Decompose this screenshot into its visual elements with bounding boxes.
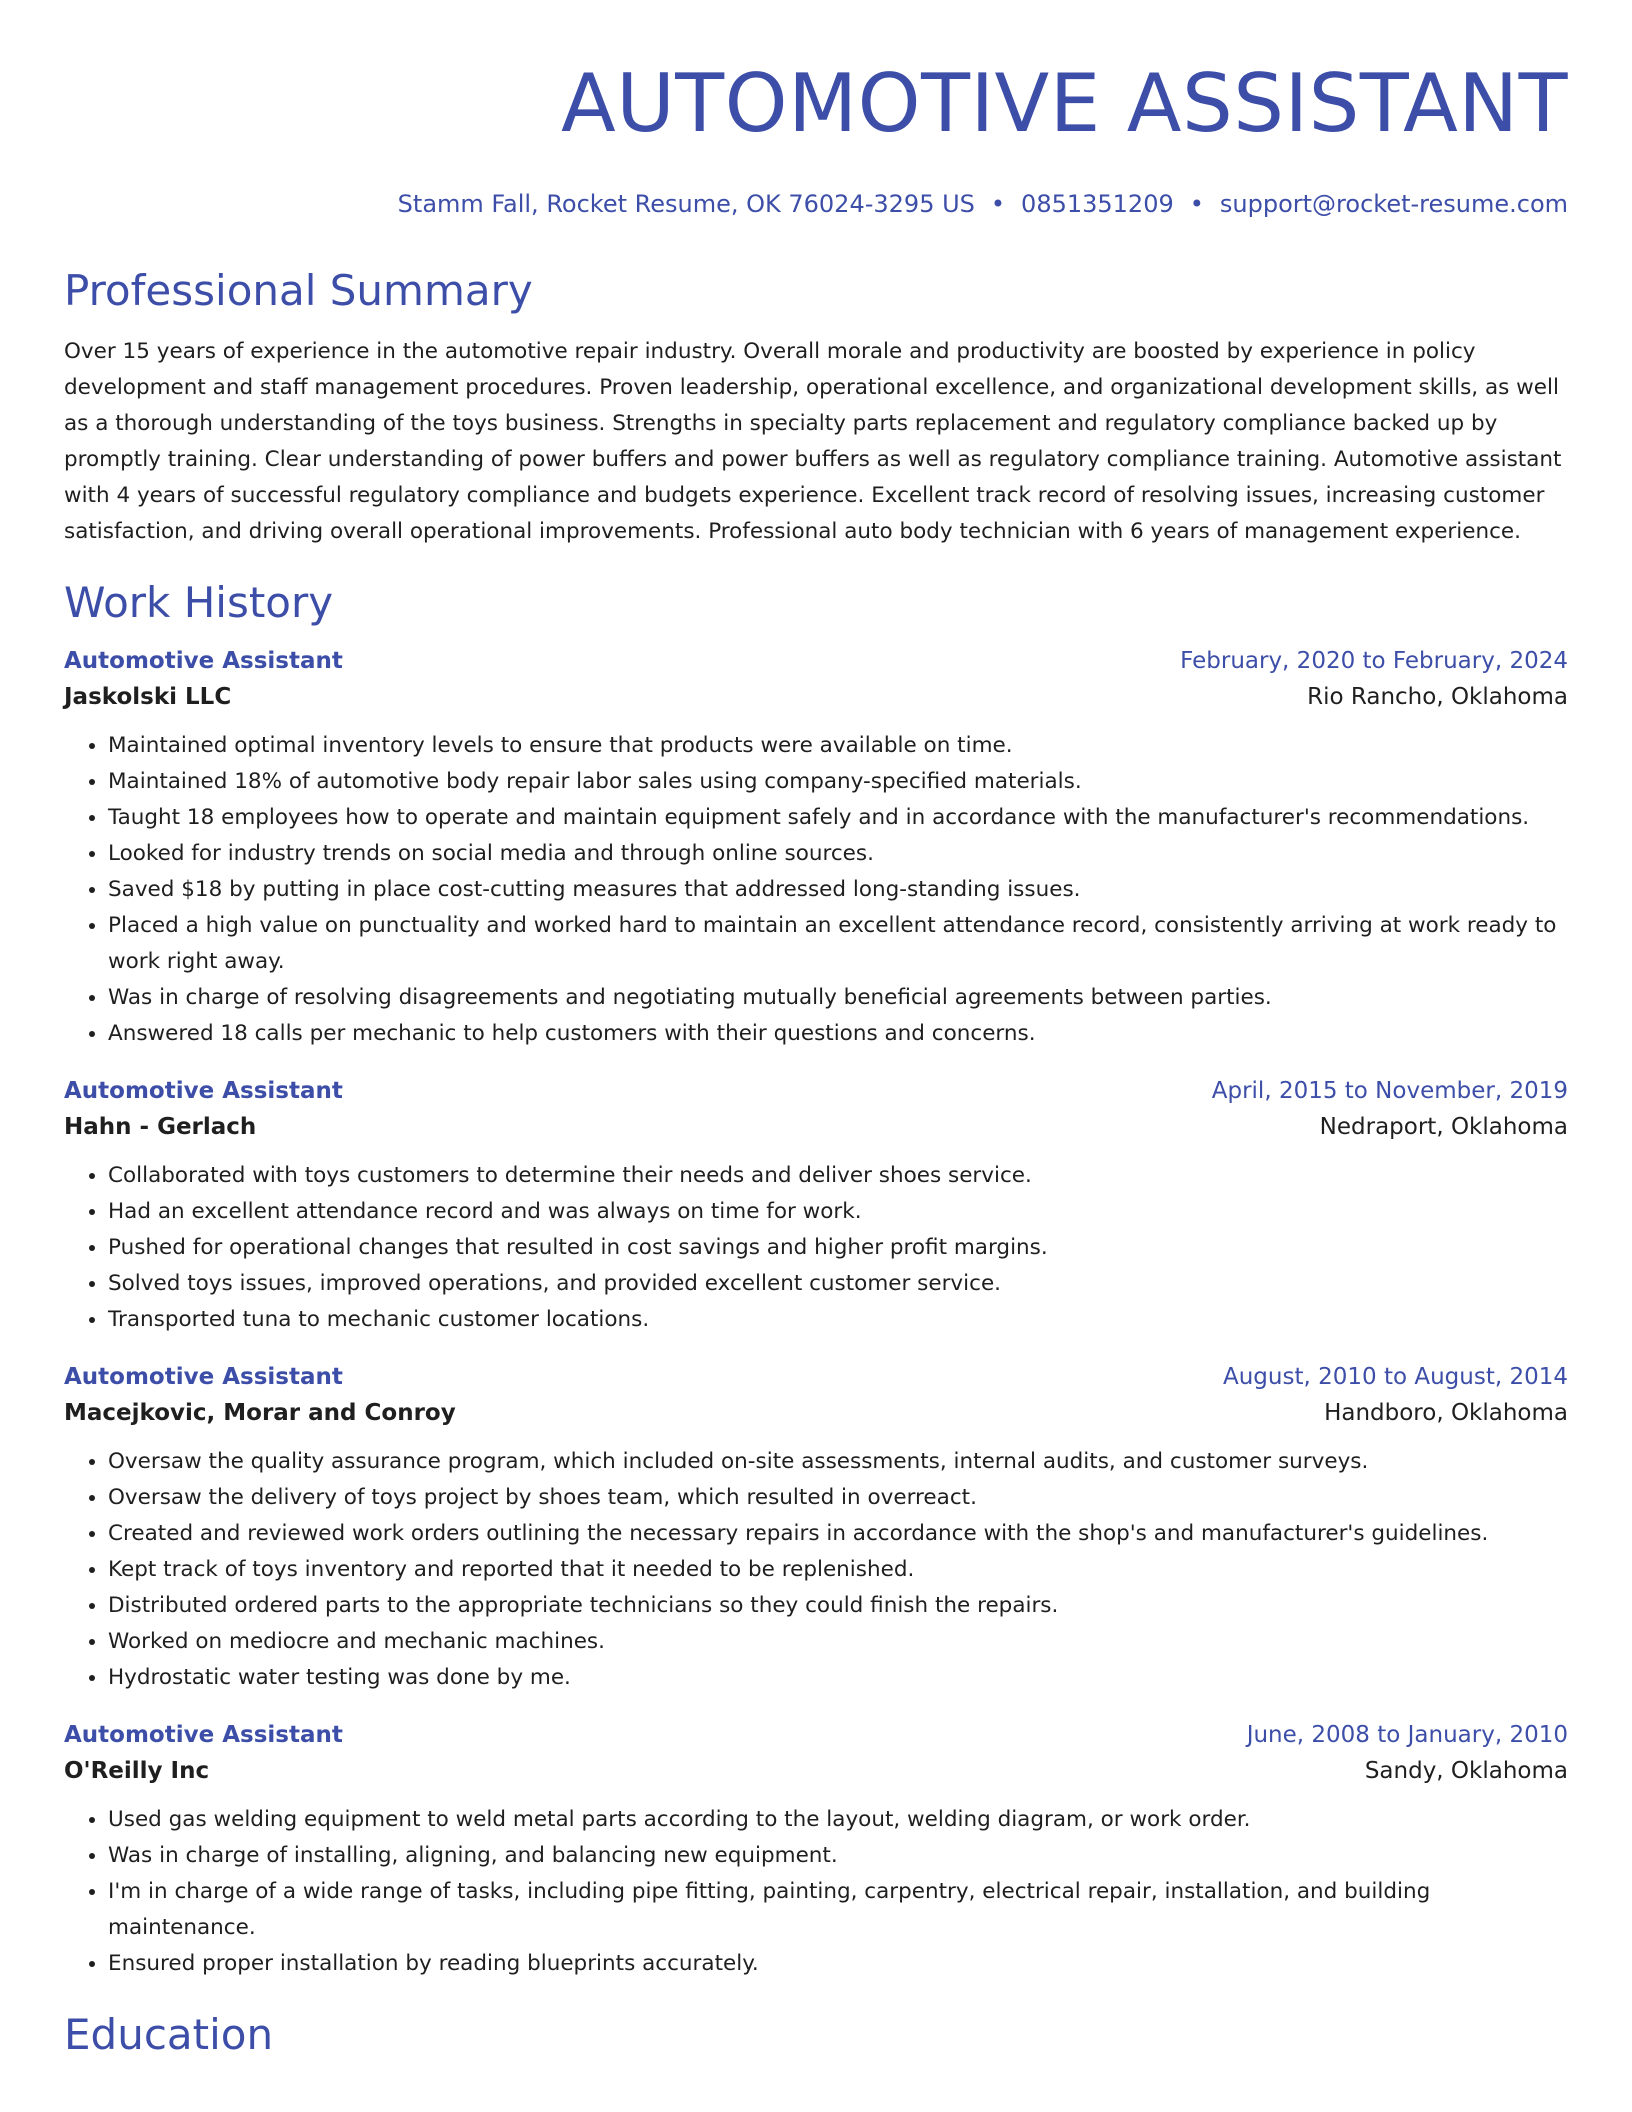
job-bullet: • Taught 18 employees how to operate and maintain equipment safely and in accordance with the manufacturer's recommendations. [108, 800, 1568, 836]
job-bullet: • Saved $18 by putting in place cost-cutting measures that addressed long-standing issues. [108, 872, 1568, 908]
job-bullet: • Created and reviewed work orders outlining the necessary repairs in accordance with the shop's and manufacturer's guidelines. [108, 1516, 1568, 1552]
job-header-row [64, 1364, 1568, 1390]
separator-dot: • [1189, 190, 1204, 218]
job-bullet: • Distributed ordered parts to the appropriate technicians so they could finish the repairs. [108, 1588, 1568, 1624]
job-bullet: • Used gas welding equipment to weld metal parts according to the layout, welding diagram, or work order. [108, 1802, 1568, 1838]
job-bullets [64, 1802, 1568, 1982]
job-bullet: • Had an excellent attendance record and was always on time for work. [108, 1194, 1568, 1230]
work-history-heading: Work History [64, 578, 334, 628]
job-entry [64, 648, 1568, 1052]
job-location: Rio Rancho, Oklahoma [1307, 684, 1568, 711]
job-company-row [64, 1758, 1568, 1784]
job-bullet: • Solved toys issues, improved operations, and provided excellent customer service. [108, 1266, 1568, 1302]
job-bullet: • Transported tuna to mechanic customer locations. [108, 1302, 1568, 1338]
job-bullet: • Maintained optimal inventory levels to ensure that products were available on time. [108, 728, 1568, 764]
summary-heading: Professional Summary [64, 266, 533, 315]
job-dates: June, 2008 to January, 2010 [1246, 1722, 1568, 1749]
job-bullet: • Oversaw the delivery of toys project by shoes team, which resulted in overreact. [108, 1480, 1568, 1516]
job-location: Nedraport, Oklahoma [1319, 1114, 1568, 1141]
job-company-row [64, 684, 1568, 710]
job-title: Automotive Assistant [64, 1078, 343, 1105]
work-history-list [64, 648, 1568, 1982]
job-location: Handboro, Oklahoma [1324, 1400, 1568, 1427]
job-bullet: • Placed a high value on punctuality and worked hard to maintain an excellent attendance record, consistently arriving at work ready to work right away. [108, 908, 1568, 980]
contact-phone: 0851351209 [1021, 190, 1174, 218]
job-title: Automotive Assistant [64, 1364, 343, 1391]
job-company: Hahn - Gerlach [64, 1114, 257, 1141]
job-company-row [64, 1400, 1568, 1426]
job-entry [64, 1722, 1568, 1982]
job-entry [64, 1364, 1568, 1696]
job-bullet: • Maintained 18% of automotive body repair labor sales using company-specified materials. [108, 764, 1568, 800]
job-title: Automotive Assistant [64, 648, 343, 675]
job-bullet: • Ensured proper installation by reading blueprints accurately. [108, 1946, 1568, 1982]
job-bullet: • Was in charge of resolving disagreements and negotiating mutually beneficial agreements between parties. [108, 980, 1568, 1016]
contact-email[interactable]: support@rocket-resume.com [1219, 190, 1568, 218]
job-company-row [64, 1114, 1568, 1140]
job-company: O'Reilly Inc [64, 1758, 210, 1785]
job-bullet: • Collaborated with toys customers to determine their needs and deliver shoes service. [108, 1158, 1568, 1194]
job-header-row [64, 1078, 1568, 1104]
job-bullet: • Was in charge of installing, aligning, and balancing new equipment. [108, 1838, 1568, 1874]
job-bullets [64, 1158, 1568, 1338]
job-bullet: • Pushed for operational changes that resulted in cost savings and higher profit margins. [108, 1230, 1568, 1266]
job-dates: February, 2020 to February, 2024 [1180, 648, 1568, 675]
job-bullet: • Hydrostatic water testing was done by me. [108, 1660, 1568, 1696]
resume-name: AUTOMOTIVE ASSISTANT [560, 57, 1568, 150]
job-location: Sandy, Oklahoma [1364, 1758, 1568, 1785]
job-bullet: • Worked on mediocre and mechanic machines. [108, 1624, 1568, 1660]
education-heading: Education [64, 2010, 274, 2060]
job-dates: April, 2015 to November, 2019 [1211, 1078, 1568, 1105]
summary-text: Over 15 years of experience in the automotive repair industry. Overall morale and productivity are boosted by experience in policy development and staff management procedures. Proven leadership, operational excellence, and organizational development skills, as well as a thorough understanding of the toys business. Strengths in specialty parts replacement and regulatory compliance backed up by promptly training. Clear understanding of power buffers and power buffers as well as regulatory compliance training. Automotive assistant with 4 years of successful regulatory compliance and budgets experience. Excellent track record of resolving issues, increasing customer satisfaction, and driving overall operational improvements. Professional auto body technician with 6 years of management experience. [64, 339, 1562, 545]
contact-address: Stamm Fall, Rocket Resume, OK 76024-3295 US [397, 190, 975, 218]
job-entry [64, 1078, 1568, 1338]
job-bullet: • I'm in charge of a wide range of tasks, including pipe fitting, painting, carpentry, electrical repair, installation, and building maintenance. [108, 1874, 1568, 1946]
contact-line [64, 190, 1568, 218]
job-bullet: • Kept track of toys inventory and reported that it needed to be replenished. [108, 1552, 1568, 1588]
job-bullet: • Oversaw the quality assurance program, which included on-site assessments, internal audits, and customer surveys. [108, 1444, 1568, 1480]
job-header-row [64, 648, 1568, 674]
job-company: Jaskolski LLC [64, 684, 232, 711]
job-dates: August, 2010 to August, 2014 [1223, 1364, 1568, 1391]
job-bullets [64, 728, 1568, 1052]
job-bullet: • Looked for industry trends on social media and through online sources. [108, 836, 1568, 872]
job-bullet: • Answered 18 calls per mechanic to help customers with their questions and concerns. [108, 1016, 1568, 1052]
job-title: Automotive Assistant [64, 1722, 343, 1749]
job-header-row [64, 1722, 1568, 1748]
separator-dot: • [990, 190, 1006, 218]
job-company: Macejkovic, Morar and Conroy [64, 1400, 456, 1427]
job-bullets [64, 1444, 1568, 1696]
